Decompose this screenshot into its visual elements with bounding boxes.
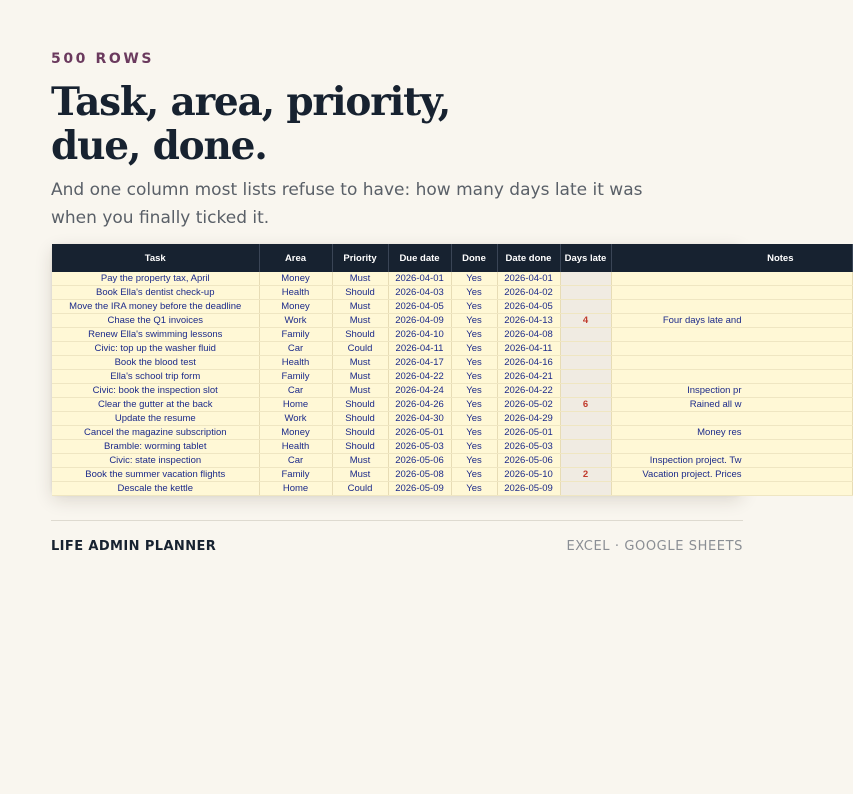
cell-done[interactable]: Yes <box>451 440 497 454</box>
cell-priority[interactable]: Must <box>332 272 388 286</box>
cell-due-date[interactable]: 2026-04-09 <box>388 314 451 328</box>
table-row <box>52 328 852 342</box>
table-row <box>52 440 852 454</box>
cell-notes[interactable] <box>611 412 852 426</box>
cell-due-date[interactable]: 2026-04-22 <box>388 370 451 384</box>
cell-task[interactable]: Renew Ella's swimming lessons <box>52 328 259 342</box>
cell-done[interactable]: Yes <box>451 370 497 384</box>
cell-date-done[interactable]: 2026-04-22 <box>497 384 560 398</box>
cell-due-date[interactable]: 2026-04-26 <box>388 398 451 412</box>
cell-done[interactable]: Yes <box>451 300 497 314</box>
cell-notes[interactable] <box>611 440 852 454</box>
cell-priority[interactable]: Must <box>332 370 388 384</box>
notes-text: Four days late and <box>662 315 742 326</box>
notes-text: Inspection pr <box>687 385 742 396</box>
table-row <box>52 426 852 440</box>
cell-days-late[interactable] <box>560 482 611 496</box>
cell-area[interactable]: Family <box>259 328 332 342</box>
cell-priority[interactable]: Should <box>332 328 388 342</box>
cell-date-done[interactable]: 2026-05-10 <box>497 468 560 482</box>
column-header-task: Task <box>52 244 259 272</box>
cell-area[interactable]: Family <box>259 370 332 384</box>
cell-notes[interactable] <box>611 370 852 384</box>
cell-priority[interactable]: Must <box>332 314 388 328</box>
cell-task[interactable]: Cancel the magazine subscription <box>52 426 259 440</box>
headline-line-2: due, done. <box>51 123 267 169</box>
cell-notes[interactable] <box>611 314 852 328</box>
cell-date-done[interactable]: 2026-04-11 <box>497 342 560 356</box>
cell-area[interactable]: Health <box>259 356 332 370</box>
task-table <box>52 244 853 496</box>
cell-notes[interactable] <box>611 468 852 482</box>
cell-days-late[interactable] <box>560 286 611 300</box>
cell-area[interactable]: Money <box>259 300 332 314</box>
cell-due-date[interactable]: 2026-04-05 <box>388 300 451 314</box>
table-row <box>52 300 852 314</box>
cell-task[interactable]: Bramble: worming tablet <box>52 440 259 454</box>
cell-area[interactable]: Car <box>259 454 332 468</box>
cell-area[interactable]: Family <box>259 468 332 482</box>
column-header-area: Area <box>259 244 332 272</box>
cell-done[interactable]: Yes <box>451 272 497 286</box>
cell-done[interactable]: Yes <box>451 342 497 356</box>
cell-done[interactable]: Yes <box>451 398 497 412</box>
cell-task[interactable]: Civic: book the inspection slot <box>52 384 259 398</box>
cell-notes[interactable] <box>611 426 852 440</box>
cell-days-late[interactable] <box>560 426 611 440</box>
cell-days-late[interactable] <box>560 454 611 468</box>
product-name: LIFE ADMIN PLANNER <box>51 539 217 554</box>
cell-area[interactable]: Home <box>259 398 332 412</box>
cell-task[interactable]: Ella's school trip form <box>52 370 259 384</box>
cell-due-date[interactable]: 2026-05-03 <box>388 440 451 454</box>
table-row <box>52 356 852 370</box>
cell-task[interactable]: Book the summer vacation flights <box>52 468 259 482</box>
subheadline: And one column most lists refuse to have: how many days late it was when you finally ticked it. <box>51 180 643 228</box>
notes-text: Rained all w <box>689 399 742 410</box>
cell-area[interactable]: Money <box>259 272 332 286</box>
cell-date-done[interactable]: 2026-04-01 <box>497 272 560 286</box>
table-row <box>52 286 852 300</box>
cell-area[interactable]: Car <box>259 342 332 356</box>
notes-text: Money res <box>697 427 742 438</box>
cell-done[interactable]: Yes <box>451 328 497 342</box>
cell-priority[interactable]: Should <box>332 286 388 300</box>
cell-priority[interactable]: Must <box>332 356 388 370</box>
cell-days-late[interactable] <box>560 384 611 398</box>
table-row <box>52 314 852 328</box>
cell-priority[interactable]: Should <box>332 426 388 440</box>
spreadsheet-preview <box>52 244 794 494</box>
cell-priority[interactable]: Should <box>332 440 388 454</box>
cell-done[interactable]: Yes <box>451 314 497 328</box>
cell-task[interactable]: Book the blood test <box>52 356 259 370</box>
cell-priority[interactable]: Should <box>332 398 388 412</box>
column-header-due-date: Due date <box>388 244 451 272</box>
table-row <box>52 468 852 482</box>
table-row <box>52 482 852 496</box>
cell-notes[interactable] <box>611 398 852 412</box>
cell-priority[interactable]: Must <box>332 468 388 482</box>
cell-due-date[interactable]: 2026-04-01 <box>388 272 451 286</box>
cell-task[interactable]: Move the IRA money before the deadline <box>52 300 259 314</box>
cell-due-date[interactable]: 2026-05-01 <box>388 426 451 440</box>
cell-date-done[interactable]: 2026-05-02 <box>497 398 560 412</box>
table-row <box>52 384 852 398</box>
cell-notes[interactable] <box>611 328 852 342</box>
cell-days-late[interactable]: 6 <box>560 398 611 412</box>
cell-task[interactable]: Descale the kettle <box>52 482 259 496</box>
cell-priority[interactable]: Must <box>332 384 388 398</box>
cell-date-done[interactable]: 2026-05-01 <box>497 426 560 440</box>
cell-notes[interactable] <box>611 342 852 356</box>
table-body <box>52 272 852 496</box>
eyebrow-label: 500 ROWS <box>51 51 155 67</box>
column-header-days-late: Days late <box>560 244 611 272</box>
cell-date-done[interactable]: 2026-04-16 <box>497 356 560 370</box>
cell-days-late[interactable] <box>560 370 611 384</box>
cell-task[interactable]: Pay the property tax, April <box>52 272 259 286</box>
cell-notes[interactable] <box>611 384 852 398</box>
headline <box>51 80 691 168</box>
cell-date-done[interactable]: 2026-04-13 <box>497 314 560 328</box>
cell-priority[interactable]: Must <box>332 300 388 314</box>
cell-due-date[interactable]: 2026-05-09 <box>388 482 451 496</box>
cell-done[interactable]: Yes <box>451 426 497 440</box>
cell-days-late[interactable] <box>560 328 611 342</box>
cell-due-date[interactable]: 2026-04-24 <box>388 384 451 398</box>
cell-due-date[interactable]: 2026-04-10 <box>388 328 451 342</box>
cell-date-done[interactable]: 2026-04-05 <box>497 300 560 314</box>
cell-date-done[interactable]: 2026-04-21 <box>497 370 560 384</box>
table-row <box>52 272 852 286</box>
cell-notes[interactable] <box>611 286 852 300</box>
cell-task[interactable]: Update the resume <box>52 412 259 426</box>
cell-task[interactable]: Chase the Q1 invoices <box>52 314 259 328</box>
column-header-notes: Notes <box>611 244 852 272</box>
cell-done[interactable]: Yes <box>451 454 497 468</box>
cell-due-date[interactable]: 2026-05-08 <box>388 468 451 482</box>
cell-due-date[interactable]: 2026-05-06 <box>388 454 451 468</box>
cell-due-date[interactable]: 2026-04-17 <box>388 356 451 370</box>
cell-area[interactable]: Car <box>259 384 332 398</box>
cell-area[interactable]: Health <box>259 286 332 300</box>
table-row <box>52 342 852 356</box>
cell-area[interactable]: Health <box>259 440 332 454</box>
cell-days-late[interactable] <box>560 272 611 286</box>
cell-area[interactable]: Money <box>259 426 332 440</box>
footer-divider <box>51 520 743 521</box>
cell-days-late[interactable] <box>560 300 611 314</box>
cell-days-late[interactable] <box>560 342 611 356</box>
cell-area[interactable]: Work <box>259 314 332 328</box>
file-formats: EXCEL · GOOGLE SHEETS <box>566 539 743 554</box>
cell-date-done[interactable]: 2026-05-03 <box>497 440 560 454</box>
cell-days-late[interactable]: 4 <box>560 314 611 328</box>
cell-days-late[interactable] <box>560 356 611 370</box>
cell-area[interactable]: Work <box>259 412 332 426</box>
column-header-done: Done <box>451 244 497 272</box>
cell-notes[interactable] <box>611 272 852 286</box>
cell-done[interactable]: Yes <box>451 384 497 398</box>
cell-priority[interactable]: Should <box>332 412 388 426</box>
cell-priority[interactable]: Could <box>332 482 388 496</box>
column-header-date-done: Date done <box>497 244 560 272</box>
cell-area[interactable]: Home <box>259 482 332 496</box>
table-row <box>52 412 852 426</box>
notes-text: Vacation project. Prices <box>642 469 742 480</box>
cell-done[interactable]: Yes <box>451 468 497 482</box>
headline-line-1: Task, area, priority, <box>51 79 451 125</box>
column-header-priority: Priority <box>332 244 388 272</box>
cell-done[interactable]: Yes <box>451 356 497 370</box>
table-row <box>52 398 852 412</box>
notes-text: Inspection project. Tw <box>649 455 742 466</box>
cell-priority[interactable]: Could <box>332 342 388 356</box>
cell-task[interactable]: Book Ella's dentist check-up <box>52 286 259 300</box>
cell-date-done[interactable]: 2026-04-02 <box>497 286 560 300</box>
cell-due-date[interactable]: 2026-04-11 <box>388 342 451 356</box>
cell-task[interactable]: Civic: top up the washer fluid <box>52 342 259 356</box>
table-row <box>52 370 852 384</box>
cell-notes[interactable] <box>611 356 852 370</box>
cell-due-date[interactable]: 2026-04-30 <box>388 412 451 426</box>
cell-days-late[interactable] <box>560 412 611 426</box>
cell-notes[interactable] <box>611 454 852 468</box>
cell-done[interactable]: Yes <box>451 412 497 426</box>
cell-priority[interactable]: Must <box>332 454 388 468</box>
cell-notes[interactable] <box>611 482 852 496</box>
cell-task[interactable]: Clear the gutter at the back <box>52 398 259 412</box>
cell-date-done[interactable]: 2026-04-29 <box>497 412 560 426</box>
cell-done[interactable]: Yes <box>451 286 497 300</box>
cell-date-done[interactable]: 2026-05-06 <box>497 454 560 468</box>
cell-date-done[interactable]: 2026-04-08 <box>497 328 560 342</box>
table-row <box>52 454 852 468</box>
cell-days-late[interactable]: 2 <box>560 468 611 482</box>
cell-notes[interactable] <box>611 300 852 314</box>
cell-days-late[interactable] <box>560 440 611 454</box>
cell-done[interactable]: Yes <box>451 482 497 496</box>
cell-task[interactable]: Civic: state inspection <box>52 454 259 468</box>
table-header-row <box>52 244 852 272</box>
cell-due-date[interactable]: 2026-04-03 <box>388 286 451 300</box>
cell-date-done[interactable]: 2026-05-09 <box>497 482 560 496</box>
